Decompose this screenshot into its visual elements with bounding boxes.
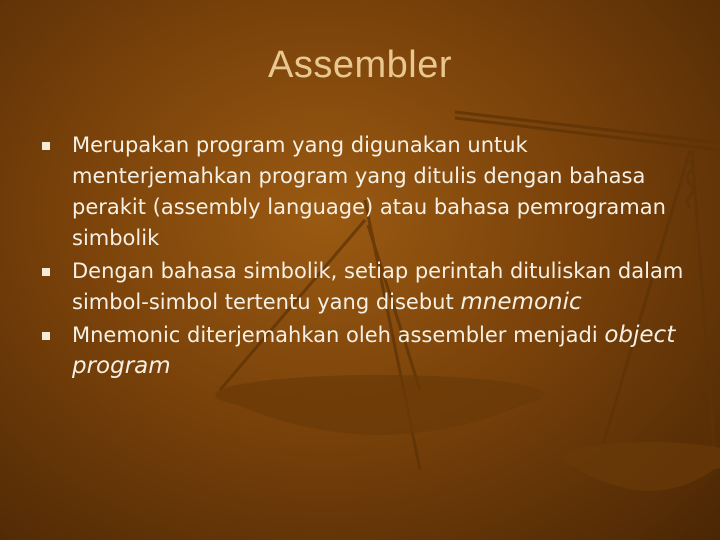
bullet-text-emphasis: object program bbox=[72, 322, 676, 379]
bullet-text-emphasis: mnemonic bbox=[460, 289, 582, 315]
slide-title: Assembler bbox=[268, 44, 452, 86]
bullet-item bbox=[30, 256, 700, 318]
square-bullet-icon bbox=[42, 142, 50, 150]
bullet-text bbox=[72, 323, 675, 378]
bullet-text-plain: Mnemonic diterjemahkan oleh assembler menjadi bbox=[72, 323, 605, 347]
square-bullet-icon bbox=[42, 268, 50, 276]
bullet-item bbox=[30, 320, 700, 382]
square-bullet-icon bbox=[42, 332, 50, 340]
bullet-text: Merupakan program yang digunakan untuk menterjemahkan program yang ditulis dengan bahasa perakit (assembly language) atau bahasa pemrograman simbolik bbox=[72, 133, 666, 250]
bullet-text-plain: Dengan bahasa simbolik, setiap perintah dituliskan dalam simbol-simbol tertentu yang disebut bbox=[72, 259, 684, 314]
bullet-list bbox=[30, 130, 700, 384]
bullet-item bbox=[30, 130, 700, 254]
bullet-text bbox=[72, 259, 683, 314]
